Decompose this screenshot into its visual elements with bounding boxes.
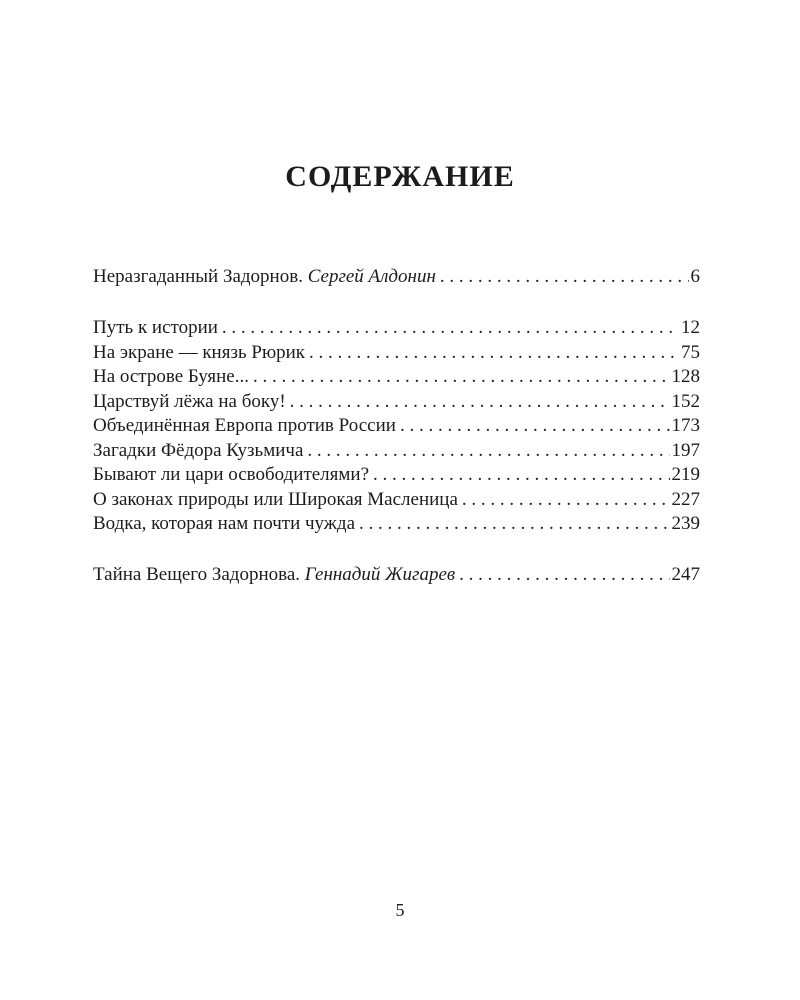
toc-afterword-group: [93, 563, 700, 588]
toc-entry-page: 173: [671, 415, 700, 436]
dot-leader: [440, 265, 689, 290]
toc-entry-author: Геннадий Жигарев: [304, 564, 456, 585]
toc-entry[interactable]: [93, 463, 700, 488]
dot-leader: [400, 414, 670, 439]
toc-entry-title: На острове Буяне...: [93, 366, 249, 387]
page-title: СОДЕРЖАНИЕ: [285, 160, 515, 193]
toc-entry-label: [93, 563, 455, 588]
dot-leader: [222, 316, 679, 341]
toc-entry-title: Бывают ли цари освободителями?: [93, 464, 370, 485]
toc-entry-page: 75: [681, 341, 700, 363]
toc-entry-title: На экране — князь Рюрик: [93, 341, 306, 363]
toc-entry-title: Царствуй лёжа на боку!: [93, 390, 286, 412]
toc-intro-group: [93, 265, 700, 290]
dot-leader: [309, 341, 679, 366]
page-number: 5: [395, 900, 405, 920]
toc-entry-title: Тайна Вещего Задорнова.: [93, 564, 305, 585]
toc-entry-label: [93, 265, 436, 290]
toc-entry-page: 6: [690, 266, 700, 287]
dot-leader: [359, 512, 669, 537]
toc-entry-page: 152: [671, 390, 700, 412]
toc-entry[interactable]: [93, 512, 700, 537]
dot-leader: [462, 488, 670, 513]
toc-entry[interactable]: [93, 414, 700, 439]
dot-leader: [459, 563, 669, 588]
toc-entry-title: Водка, которая нам почти чужда: [93, 513, 356, 534]
dot-leader: [290, 390, 670, 415]
toc-entry-author: Сергей Алдонин: [307, 266, 436, 287]
toc-entry[interactable]: [93, 488, 700, 513]
toc-entry-title: Неразгаданный Задорнов.: [93, 266, 308, 287]
toc-entry-title: Путь к истории: [93, 317, 218, 338]
toc-entry-page: 128: [671, 366, 700, 387]
toc-entry[interactable]: [93, 365, 700, 390]
toc-entry-title: Объединённая Европа против России: [93, 415, 396, 436]
toc-entry-page: 239: [671, 513, 700, 534]
toc-entry-page: 219: [671, 464, 700, 485]
toc-entry-page: 247: [671, 564, 700, 585]
toc-entry[interactable]: [93, 439, 700, 464]
toc-entry-page: 227: [671, 488, 700, 510]
toc-entry-title: О законах природы или Широкая Масленица: [93, 488, 458, 510]
toc-chapters-group: [93, 316, 700, 537]
toc-entry-title: Загадки Фёдора Кузьмича: [93, 439, 304, 461]
toc-entry[interactable]: [93, 341, 700, 366]
dot-leader: [307, 439, 669, 464]
dot-leader: [253, 365, 670, 390]
toc-entry-page: 197: [671, 439, 700, 461]
toc-entry[interactable]: [93, 316, 700, 341]
toc-entry[interactable]: [93, 265, 700, 290]
toc-entry[interactable]: [93, 390, 700, 415]
toc-entry[interactable]: [93, 563, 700, 588]
toc-entry-page: 12: [681, 317, 700, 338]
dot-leader: [373, 463, 669, 488]
